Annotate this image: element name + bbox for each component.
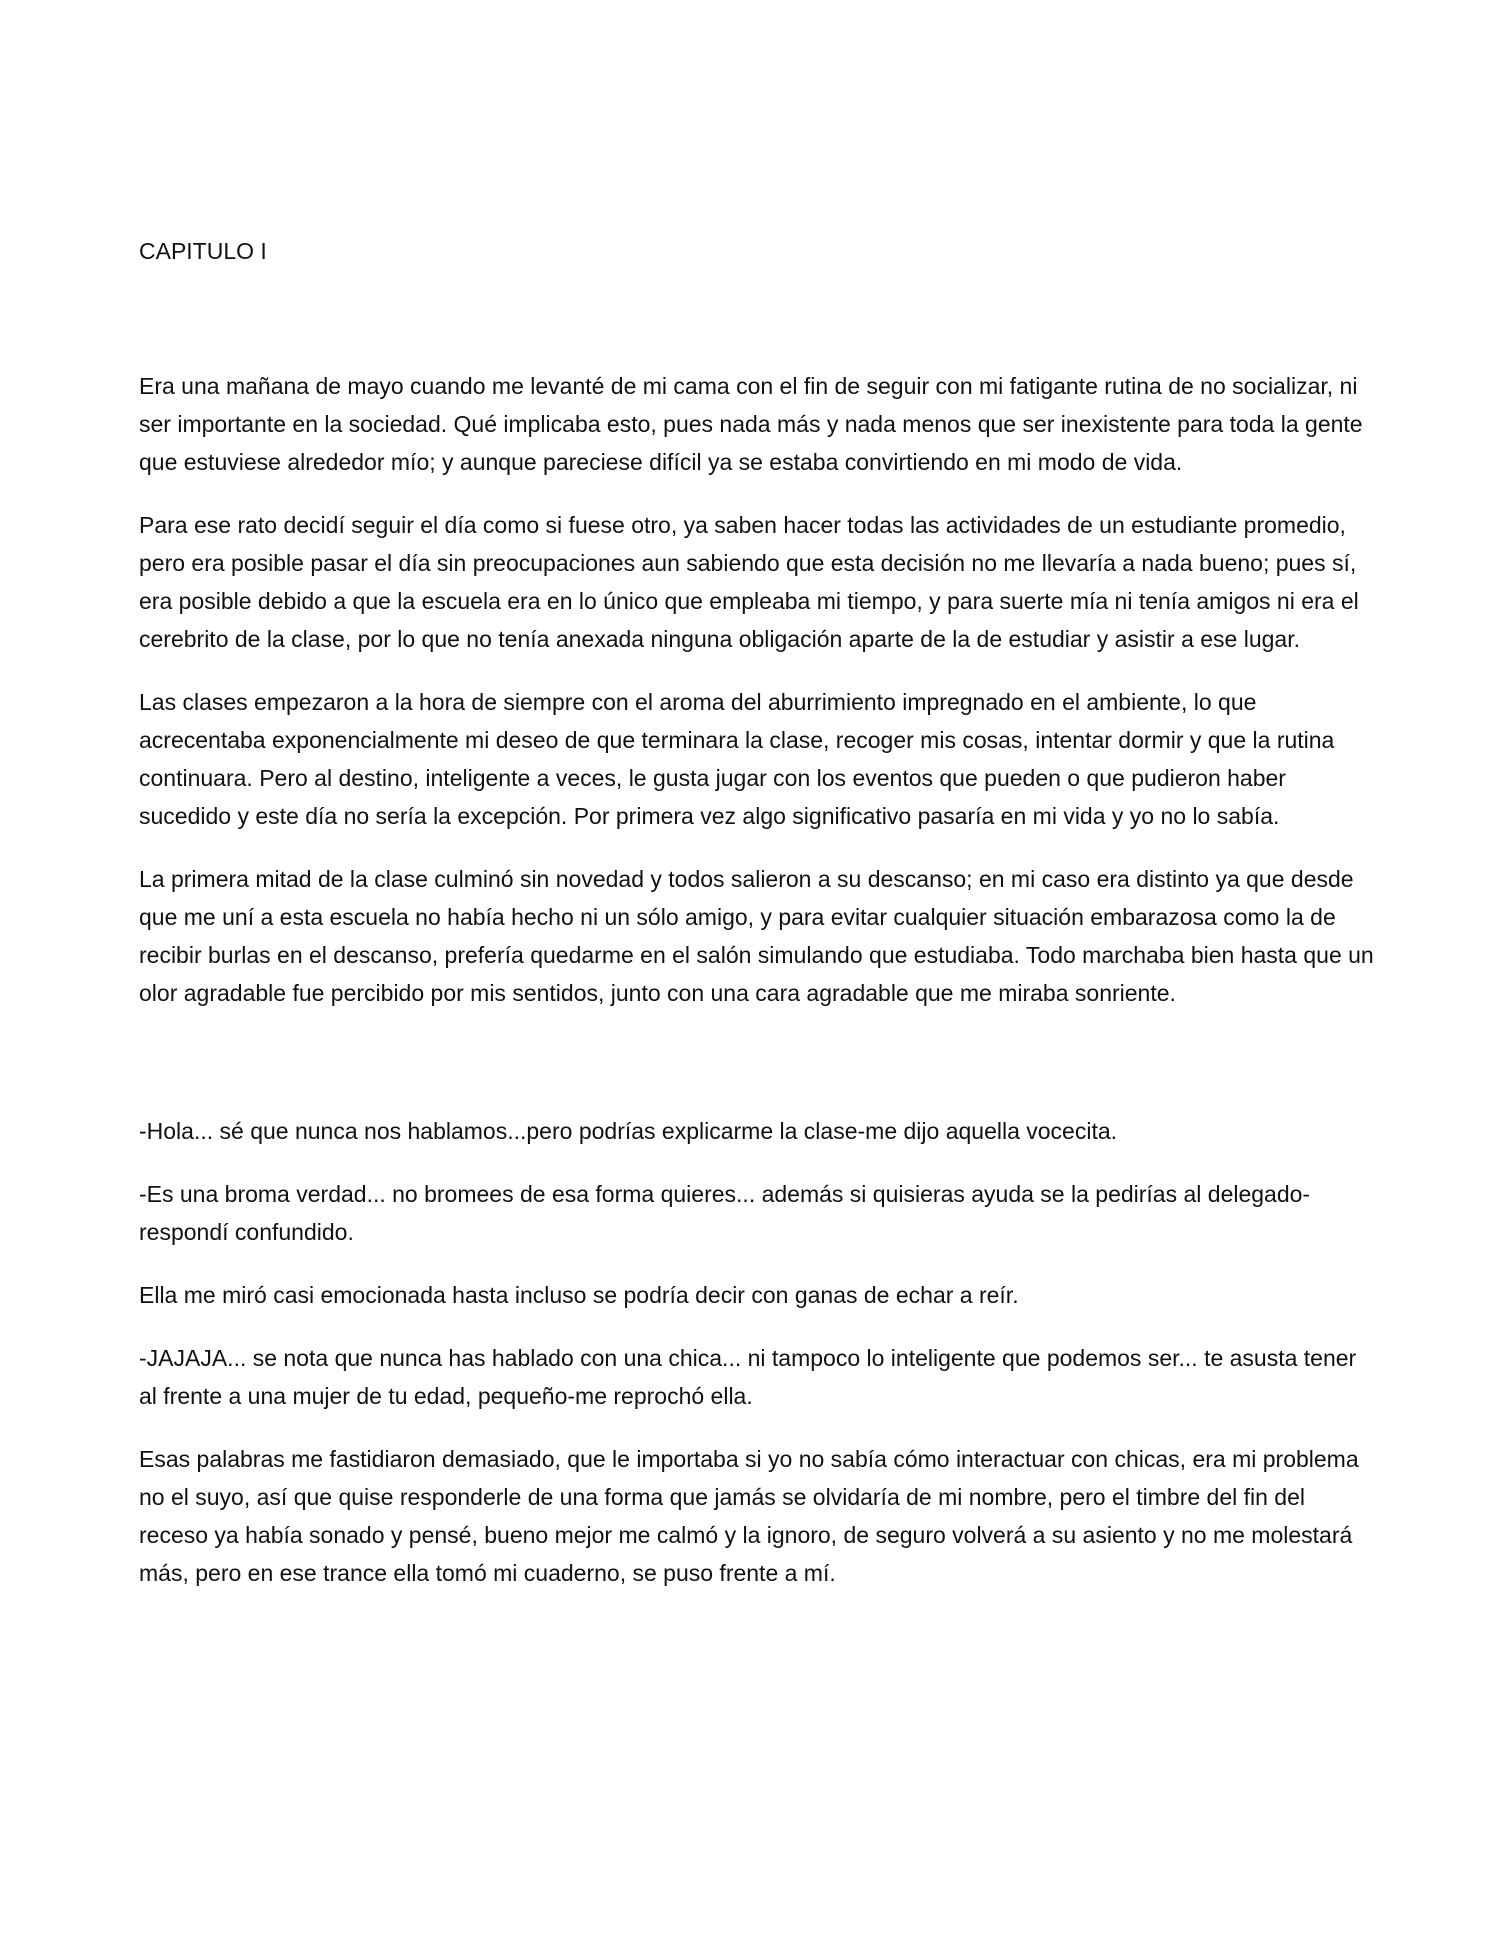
document-body (139, 232, 1379, 1617)
dialogue-line-3: -JAJAJA... se nota que nunca has hablado con una chica... ni tampoco lo inteligente que podemos ser... te asusta tener al frente a una mujer de tu edad, pequeño-me reprochó ella. (139, 1345, 1357, 1409)
paragraph-1: Era una mañana de mayo cuando me levanté de mi cama con el fin de seguir con mi fatigante rutina de no socializar, ni ser importante en la sociedad. Qué implicaba esto, pues nada más y nada menos que ser inexistente para toda la gente que estuviese alrededor mío; y aunque pareciese difícil ya se estaba convirtiendo en mi modo de vida. (139, 373, 1363, 475)
dialogue-line-2: -Es una broma verdad... no bromees de esa forma quieres... además si quisieras ayuda se la pedirías al delegado-respondí confundido. (139, 1181, 1311, 1245)
paragraph-3: Las clases empezaron a la hora de siempre con el aroma del aburrimiento impregnado en el ambiente, lo que acrecentaba exponencialmente mi deseo de que terminara la clase, recoger mis cosas, intentar dormir y que la rutina continuara. Pero al destino, inteligente a veces, le gusta jugar con los eventos que pueden o que pudieron haber sucedido y este día no sería la excepción. Por primera vez algo significativo pasaría en mi vida y yo no lo sabía. (139, 689, 1335, 829)
chapter-title: CAPITULO I (139, 238, 267, 264)
paragraph-5: Ella me miró casi emocionada hasta incluso se podría decir con ganas de echar a reír. (139, 1282, 1019, 1308)
paragraph-4: La primera mitad de la clase culminó sin novedad y todos salieron a su descanso; en mi caso era distinto ya que desde que me uní a esta escuela no había hecho ni un sólo amigo, y para evitar cualquier situación embarazosa como la de recibir burlas en el descanso, prefería quedarme en el salón simulando que estudiaba. Todo marchaba bien hasta que un olor agradable fue percibido por mis sentidos, junto con una cara agradable que me miraba sonriente. (139, 866, 1374, 1006)
dialogue-line-1: -Hola... sé que nunca nos hablamos...pero podrías explicarme la clase-me dijo aquella vocecita. (139, 1118, 1118, 1144)
paragraph-6: Esas palabras me fastidiaron demasiado, que le importaba si yo no sabía cómo interactuar con chicas, era mi problema no el suyo, así que quise responderle de una forma que jamás se olvidaría de mi nombre, pero el timbre del fin del receso ya había sonado y pensé, bueno mejor me calmó y la ignoro, de seguro volverá a su asiento y no me molestará más, pero en ese trance ella tomó mi cuaderno, se puso frente a mí. (139, 1446, 1359, 1586)
paragraph-2: Para ese rato decidí seguir el día como si fuese otro, ya saben hacer todas las actividades de un estudiante promedio, pero era posible pasar el día sin preocupaciones aun sabiendo que esta decisión no me llevaría a nada bueno; pues sí, era posible debido a que la escuela era en lo único que empleaba mi tiempo, y para suerte mía ni tenía amigos ni era el cerebrito de la clase, por lo que no tenía anexada ninguna obligación aparte de la de estudiar y asistir a ese lugar. (139, 512, 1359, 652)
